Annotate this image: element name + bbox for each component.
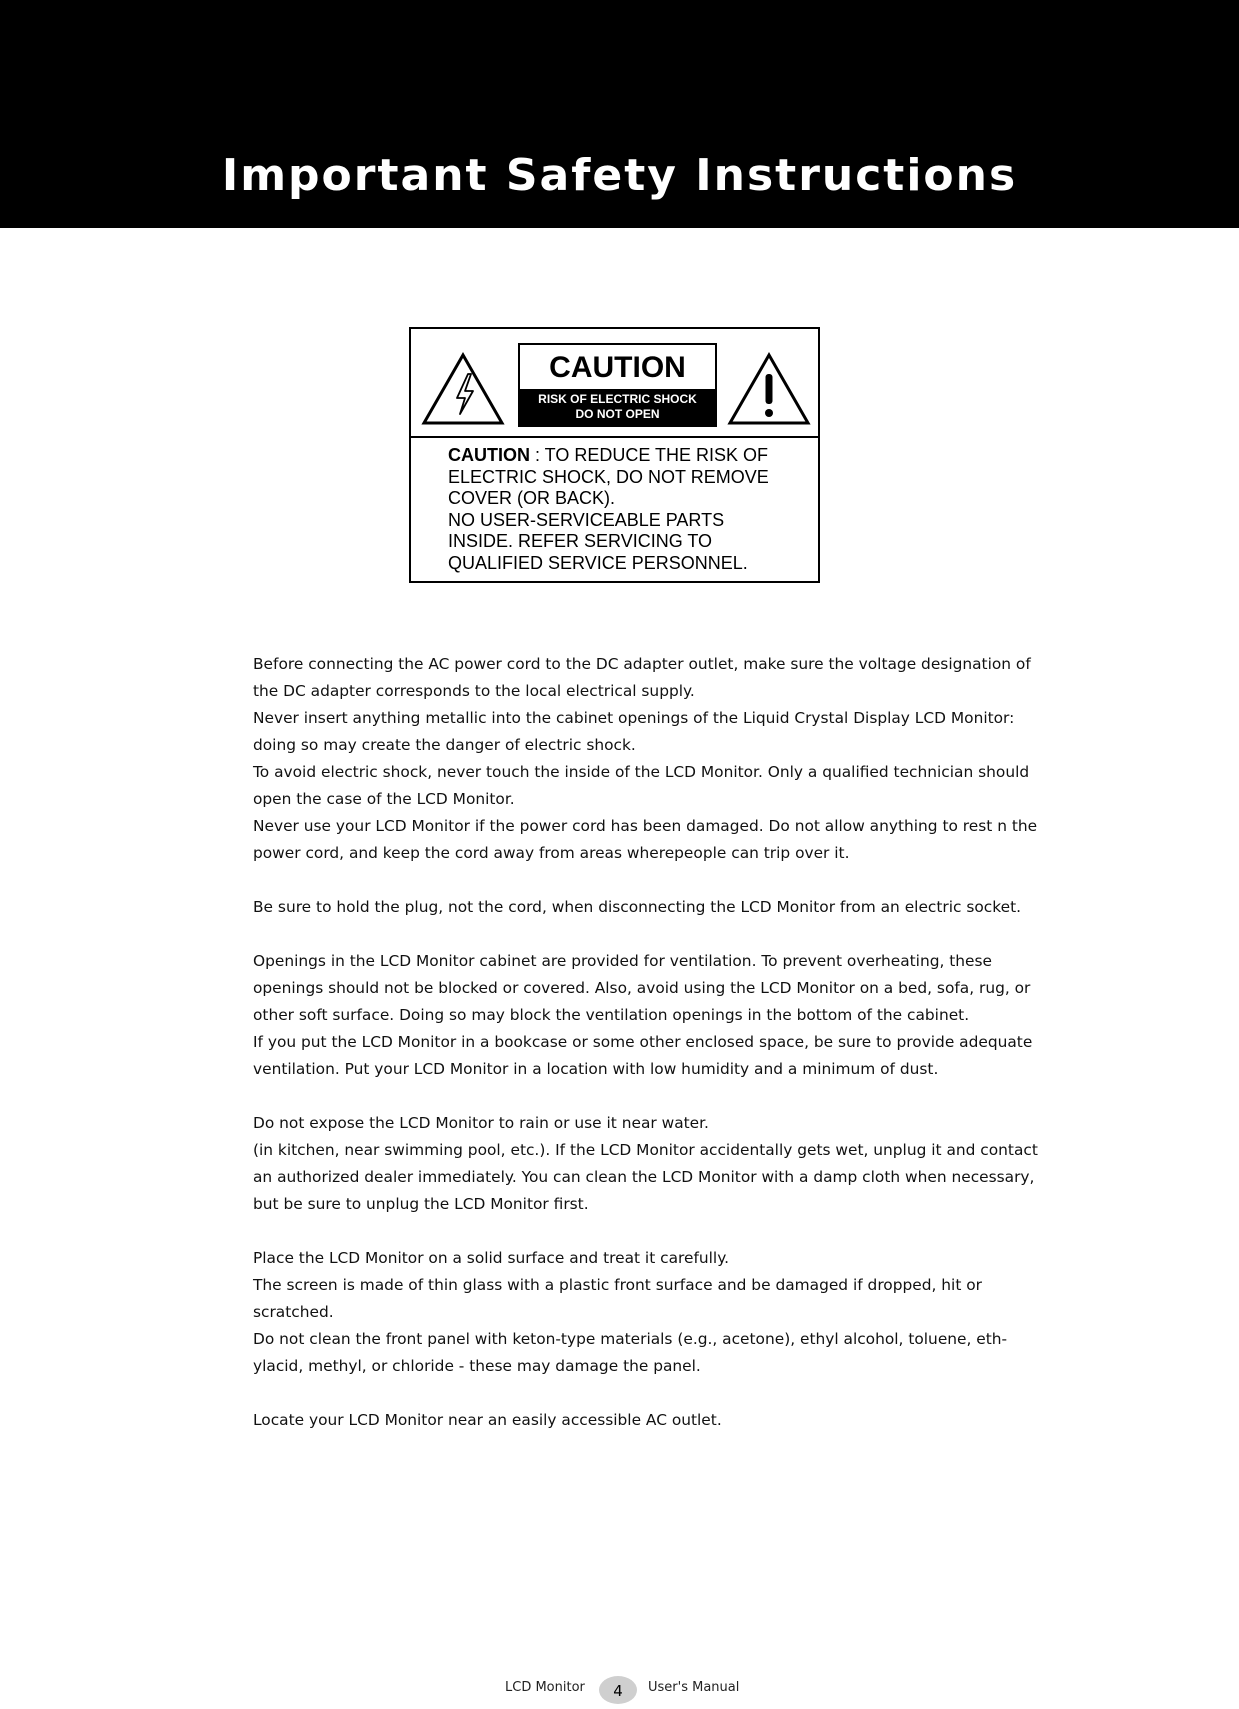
paragraph-water: [253, 1110, 1053, 1218]
text-line: Never use your LCD Monitor if the power cord has been damaged. Do not allow anything to rest n the: [253, 817, 1038, 835]
caution-label: [518, 343, 717, 427]
caution-text-line1-rest: : TO REDUCE THE RISK OF: [530, 445, 769, 465]
text-line: ylacid, methyl, or chloride - these may damage the panel.: [253, 1357, 701, 1375]
footer-product-name: LCD Monitor: [505, 1680, 585, 1695]
header-band: [0, 0, 1239, 228]
caution-label-line2: DO NOT OPEN: [575, 407, 660, 421]
text-line: To avoid electric shock, never touch the inside of the LCD Monitor. Only a qualified technician should: [253, 763, 1030, 781]
text-line: If you put the LCD Monitor in a bookcase or some other enclosed space, be sure to provide adequate: [253, 1033, 1033, 1051]
text-line: Locate your LCD Monitor near an easily accessible AC outlet.: [253, 1411, 722, 1429]
text-line: Never insert anything metallic into the cabinet openings of the Liquid Crystal Display LCD Monitor:: [253, 709, 1015, 727]
page-number: 4: [599, 1676, 637, 1704]
text-line: Before connecting the AC power cord to the DC adapter outlet, make sure the voltage designation of: [253, 655, 1031, 673]
caution-text-line2: ELECTRIC SHOCK, DO NOT REMOVE: [448, 466, 769, 487]
paragraph-plug: [253, 894, 1053, 921]
text-line: an authorized dealer immediately. You can clean the LCD Monitor with a damp cloth when necessary,: [253, 1168, 1035, 1186]
text-line: (in kitchen, near swimming pool, etc.). If the LCD Monitor accidentally gets wet, unplug it and contact: [253, 1141, 1038, 1159]
page-title: Important Safety Instructions: [221, 150, 1018, 201]
text-line: open the case of the LCD Monitor.: [253, 790, 515, 808]
text-line: Openings in the LCD Monitor cabinet are provided for ventilation. To prevent overheating, these: [253, 952, 992, 970]
caution-label-line1: RISK OF ELECTRIC SHOCK: [538, 392, 697, 406]
footer-manual-name: User's Manual: [648, 1680, 740, 1695]
caution-label-row: [411, 329, 818, 438]
text-line: but be sure to unplug the LCD Monitor first.: [253, 1195, 589, 1213]
caution-text-line6: QUALIFIED SERVICE PERSONNEL.: [448, 552, 748, 573]
text-line: Do not expose the LCD Monitor to rain or use it near water.: [253, 1114, 709, 1132]
paragraph-outlet: [253, 1407, 1053, 1434]
text-line: other soft surface. Doing so may block the ventilation openings in the bottom of the cabinet.: [253, 1006, 970, 1024]
caution-box: [409, 327, 820, 583]
text-line: scratched.: [253, 1303, 334, 1321]
caution-label-word: CAUTION: [549, 351, 686, 384]
text-line: Place the LCD Monitor on a solid surface and treat it carefully.: [253, 1249, 730, 1267]
caution-text-line1: [448, 445, 808, 467]
paragraph-ventilation: [253, 948, 1053, 1083]
text-line: the DC adapter corresponds to the local electrical supply.: [253, 682, 695, 700]
text-line: Be sure to hold the plug, not the cord, when disconnecting the LCD Monitor from an electric socket.: [253, 898, 1022, 916]
page-footer: [0, 1676, 1239, 1706]
caution-text: [448, 445, 808, 575]
caution-text-line4: NO USER-SERVICEABLE PARTS: [448, 509, 725, 530]
caution-text-line5: INSIDE. REFER SERVICING TO: [448, 531, 713, 552]
lightning-warning-icon: [421, 352, 505, 426]
exclamation-warning-icon: [727, 352, 811, 426]
text-line: ventilation. Put your LCD Monitor in a location with low humidity and a minimum of dust.: [253, 1060, 939, 1078]
text-line: The screen is made of thin glass with a plastic front surface and be damaged if dropped, hit or: [253, 1276, 982, 1294]
text-line: doing so may create the danger of electric shock.: [253, 736, 636, 754]
paragraph-surface: [253, 1245, 1053, 1380]
text-line: power cord, and keep the cord away from areas wherepeople can trip over it.: [253, 844, 850, 862]
safety-instructions-body: [253, 651, 1053, 1434]
text-line: openings should not be blocked or covered. Also, avoid using the LCD Monitor on a bed, sofa, rug, or: [253, 979, 1031, 997]
paragraph-power: [253, 651, 1053, 867]
caution-text-lead: CAUTION: [448, 445, 530, 465]
text-line: Do not clean the front panel with keton-type materials (e.g., acetone), ethyl alcohol, toluene, eth-: [253, 1330, 1008, 1348]
caution-text-line3: COVER (OR BACK).: [448, 488, 616, 509]
caution-label-band: [520, 389, 715, 425]
